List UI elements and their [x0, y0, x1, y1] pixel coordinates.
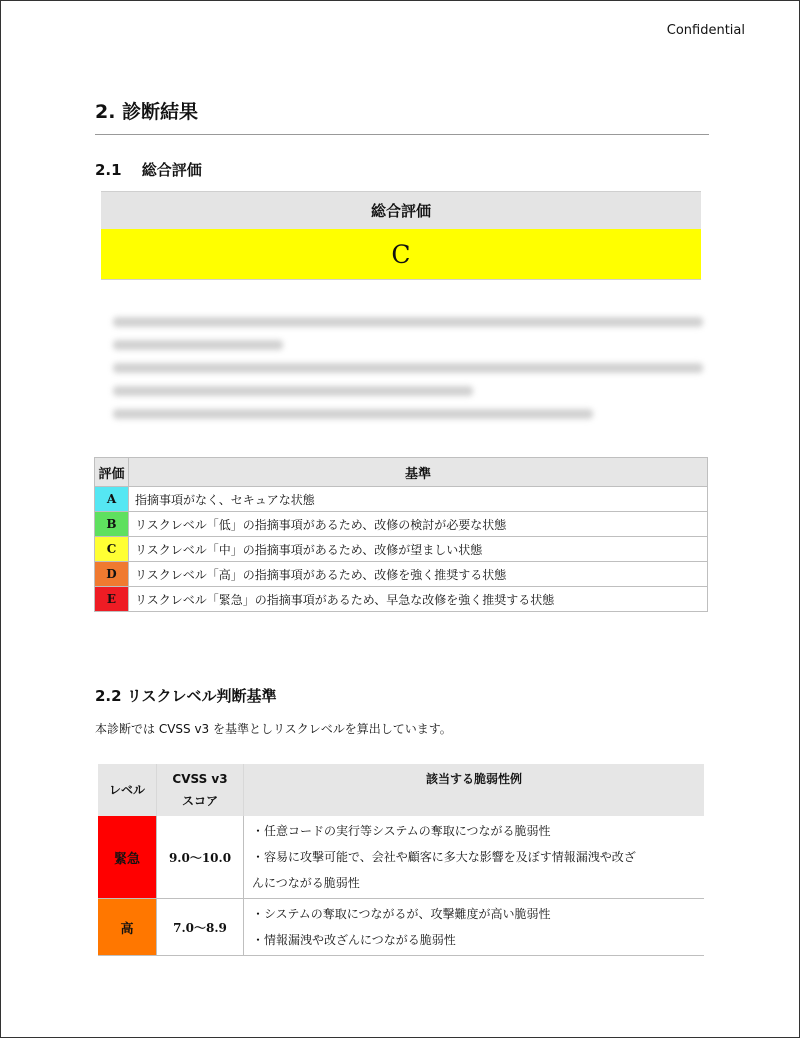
risk-example: んにつながる脆弱性 — [252, 876, 360, 890]
risk-level-table — [98, 764, 704, 956]
risk-example: ・情報漏洩や改ざんにつながる脆弱性 — [252, 933, 456, 947]
redacted-line — [113, 386, 473, 396]
grade-cell: C — [95, 537, 129, 562]
section-title: 2. 診断結果 — [95, 97, 709, 135]
risk-header-examples: 該当する脆弱性例 — [244, 764, 705, 816]
criteria-header-grade: 評価 — [95, 458, 129, 487]
subsection-title-risk-criteria: 2.2 リスクレベル判断基準 — [95, 687, 277, 705]
risk-level-cell: 高 — [98, 899, 157, 956]
redacted-line — [113, 363, 703, 373]
risk-header-row — [98, 764, 704, 816]
risk-header-score — [157, 764, 244, 816]
risk-header-level: レベル — [98, 764, 157, 816]
criteria-text: リスクレベル「高」の指摘事項があるため、改修を強く推奨する状態 — [129, 562, 708, 587]
confidential-label: Confidential — [666, 23, 745, 38]
criteria-text: リスクレベル「中」の指摘事項があるため、改修が望ましい状態 — [129, 537, 708, 562]
overall-rating-box — [101, 191, 701, 280]
criteria-text: 指摘事項がなく、セキュアな状態 — [129, 487, 708, 512]
risk-header-score-line2: スコア — [181, 794, 218, 808]
risk-example: ・容易に攻撃可能で、会社や顧客に多大な影響を及ぼす情報漏洩や改ざ — [252, 850, 636, 864]
table-row — [95, 562, 708, 587]
risk-score-cell: 9.0～10.0 — [157, 816, 244, 899]
grade-cell: A — [95, 487, 129, 512]
subsection-title-overall: 2.1 総合評価 — [95, 161, 202, 179]
redacted-line — [113, 340, 283, 350]
redacted-line — [113, 409, 593, 419]
table-row — [95, 537, 708, 562]
table-row — [98, 899, 704, 956]
overall-rating-grade: C — [101, 229, 701, 280]
grade-cell: D — [95, 562, 129, 587]
risk-score-cell: 7.0～8.9 — [157, 899, 244, 956]
table-row — [95, 487, 708, 512]
risk-example: ・任意コードの実行等システムの奪取につながる脆弱性 — [252, 824, 551, 838]
criteria-table — [94, 457, 708, 612]
overall-rating-header: 総合評価 — [101, 191, 701, 229]
table-row — [98, 816, 704, 899]
risk-examples-cell — [244, 816, 705, 899]
criteria-text: リスクレベル「低」の指摘事項があるため、改修の検討が必要な状態 — [129, 512, 708, 537]
criteria-text: リスクレベル「緊急」の指摘事項があるため、早急な改修を強く推奨する状態 — [129, 587, 708, 612]
criteria-header-row — [95, 458, 708, 487]
redacted-line — [113, 317, 703, 327]
grade-cell: B — [95, 512, 129, 537]
risk-header-score-line1: CVSS v3 — [172, 772, 228, 786]
table-row — [95, 587, 708, 612]
redacted-paragraph — [113, 317, 709, 432]
risk-level-cell: 緊急 — [98, 816, 157, 899]
table-row — [95, 512, 708, 537]
risk-examples-cell — [244, 899, 705, 956]
criteria-header-standard: 基準 — [129, 458, 708, 487]
grade-cell: E — [95, 587, 129, 612]
risk-example: ・システムの奪取につながるが、攻撃難度が高い脆弱性 — [252, 907, 551, 921]
risk-intro-text: 本診断では CVSS v3 を基準としリスクレベルを算出しています。 — [95, 722, 452, 736]
